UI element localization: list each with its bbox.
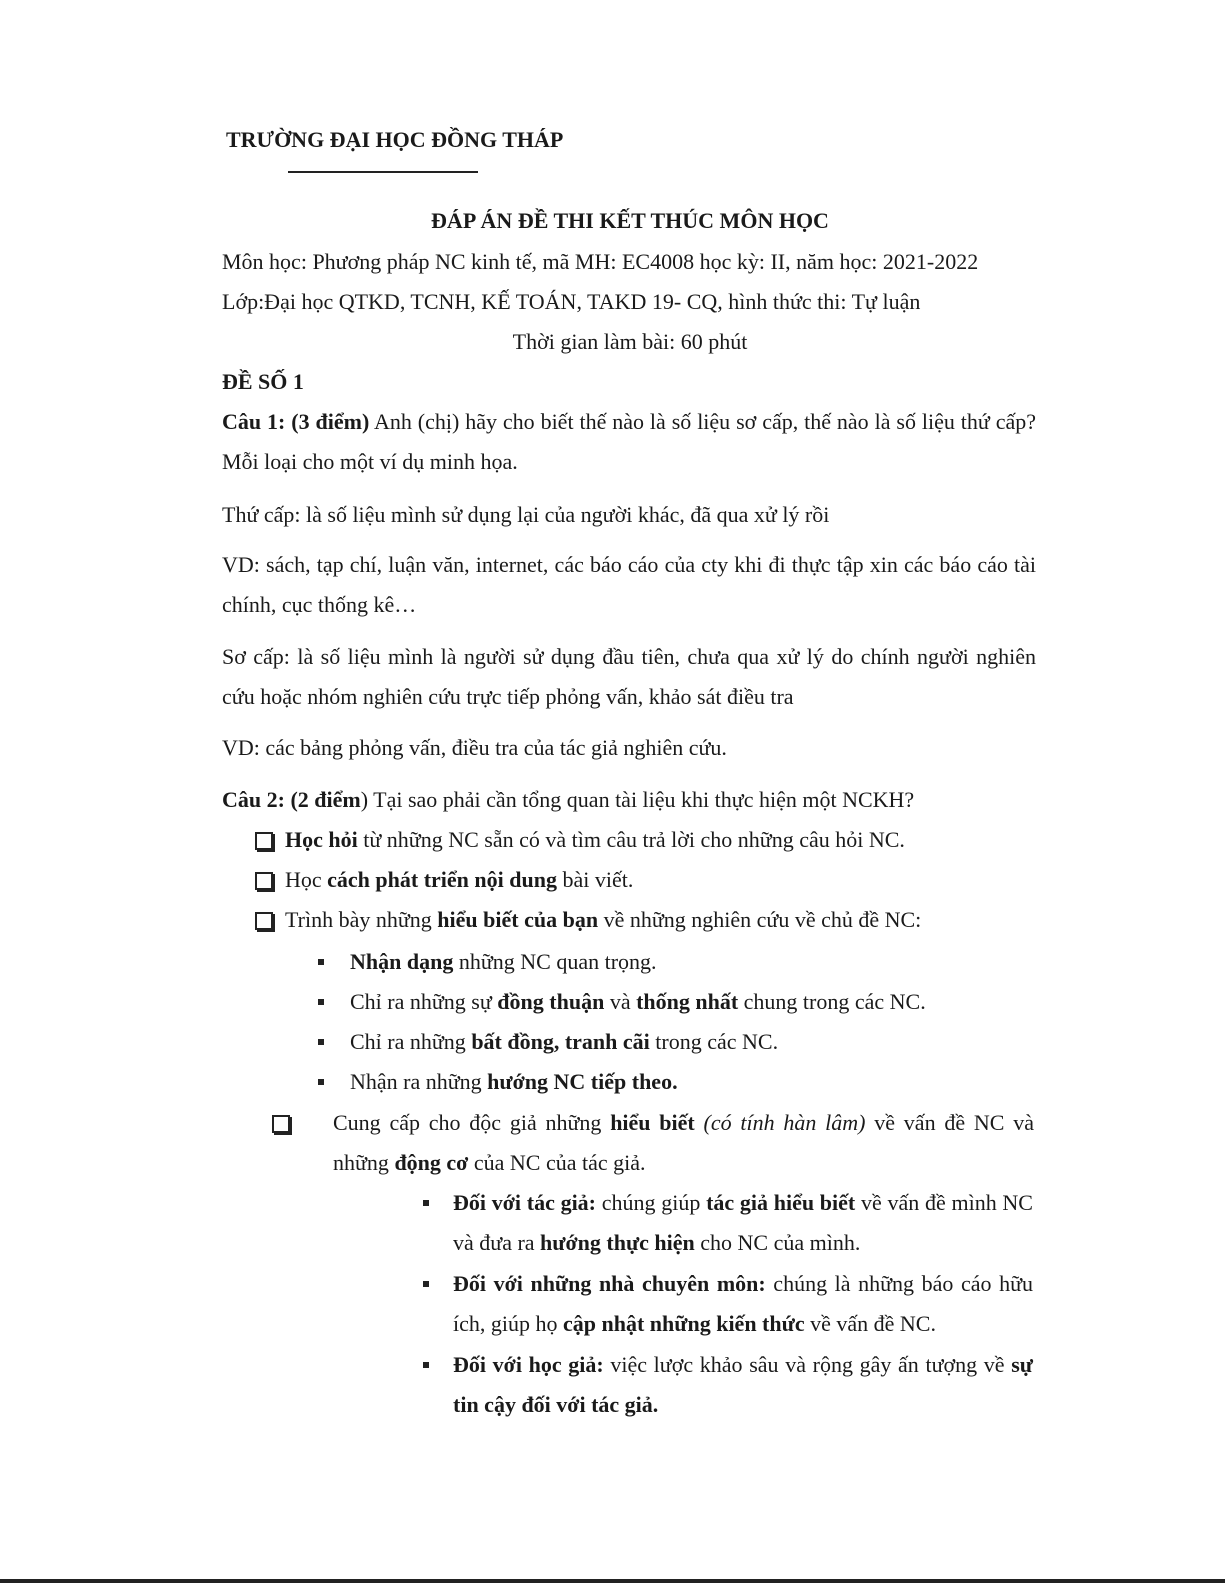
paragraph-b4 (333, 1103, 1034, 1183)
school-name: TRƯỜNG ĐẠI HỌC ĐỒNG THÁP (226, 127, 564, 152)
paragraph-b2 (285, 860, 1045, 900)
text: về những nghiên cứu về chủ đề NC: (598, 907, 922, 932)
text: về vấn đề NC. (804, 1311, 936, 1336)
duration-line: Thời gian làm bài: 60 phút (512, 329, 748, 354)
text: Chỉ ra những sự (350, 989, 498, 1014)
paragraph-t1 (453, 1183, 1033, 1263)
bold-text: Câu 2: (2 điểm (222, 787, 361, 812)
checkbox-bullet-icon (272, 1115, 290, 1133)
text: chung trong các NC. (738, 989, 926, 1014)
square-bullet-icon (423, 1200, 429, 1206)
paragraph-q1 (222, 402, 1036, 482)
bold-text: Câu 1: (3 điểm) (222, 409, 370, 434)
text: việc lược khảo sâu và rộng gây ấn tượng về (603, 1352, 1012, 1377)
paragraph-s3 (350, 1022, 1040, 1062)
square-bullet-icon (318, 999, 324, 1005)
bold-text: thống nhất (636, 989, 739, 1014)
text: những NC quan trọng. (453, 949, 657, 974)
bold-text: Nhận dạng (350, 949, 454, 974)
bold-text: hướng thực hiện (540, 1230, 695, 1255)
text: từ những NC sẵn có và tìm câu trả lời cho những câu hỏi NC. (357, 827, 905, 852)
bold-text: hiểu biết của bạn (437, 907, 599, 932)
page-bottom-edge (0, 1579, 1225, 1583)
bold-text: cập nhật những kiến thức (563, 1311, 805, 1336)
bold-text: Học hỏi (285, 827, 358, 852)
square-bullet-icon (423, 1362, 429, 1368)
text: Học (285, 867, 328, 892)
text: trong các NC. (649, 1029, 779, 1054)
checkbox-bullet-icon (255, 832, 273, 850)
paragraph-b3 (285, 900, 1045, 940)
paragraph-s1 (350, 942, 1040, 982)
square-bullet-icon (318, 959, 324, 965)
bold-text: sự tin cậy đối với tác giả. (453, 1352, 1033, 1417)
bold-text: hiểu biết (610, 1110, 695, 1135)
class-line: Lớp:Đại học QTKD, TCNH, KẾ TOÁN, TAKD 19- CQ, hình thức thi: Tự luận (222, 289, 921, 314)
paragraph-q2 (222, 780, 1036, 820)
paragraph-secondary-ex (222, 545, 1036, 625)
paragraph-s4 (350, 1062, 1040, 1102)
paragraph-s2 (350, 982, 1040, 1022)
paragraph-secondary (222, 495, 1036, 535)
text: VD: các bảng phỏng vấn, điều tra của tác giả nghiên cứu. (222, 735, 727, 760)
bold-text: Đối với học giả: (453, 1352, 604, 1377)
paragraph-b1 (285, 820, 1045, 860)
text: ) Tại sao phải cần tổng quan tài liệu khi thực hiện một NCKH? (360, 787, 915, 812)
bold-text: động cơ (394, 1150, 469, 1175)
bold-text: đồng thuận (497, 989, 605, 1014)
text: Trình bày những (285, 907, 438, 932)
checkbox-bullet-icon (255, 872, 273, 890)
text: và (604, 989, 637, 1014)
text: Anh (chị) hãy cho biết thế nào là số liệu sơ cấp, thế nào là số liệu thứ cấp? Mỗi loại cho một ví dụ minh họa. (222, 409, 1036, 474)
paragraph-t2 (453, 1264, 1033, 1344)
italic-text: (có tính hàn lâm) (703, 1110, 866, 1135)
text: về vấn đề NC và những (333, 1110, 1034, 1175)
exam-code: ĐỀ SỐ 1 (222, 369, 304, 394)
text: VD: sách, tạp chí, luận văn, internet, các báo cáo của cty khi đi thực tập xin các báo cáo tài chính, cục thống kê… (222, 552, 1036, 617)
text: chúng giúp (596, 1190, 707, 1215)
header-divider (288, 171, 478, 173)
text: của NC của tác giả. (468, 1150, 646, 1175)
text: Nhận ra những (350, 1069, 488, 1094)
text: Thứ cấp: là số liệu mình sử dụng lại của người khác, đã qua xử lý rồi (222, 502, 830, 527)
text: Cung cấp cho độc giả những (333, 1110, 611, 1135)
subject-line: Môn học: Phương pháp NC kinh tế, mã MH: EC4008 học kỳ: II, năm học: 2021-2022 (222, 249, 979, 274)
square-bullet-icon (423, 1281, 429, 1287)
bold-text: cách phát triển nội dung (327, 867, 557, 892)
bold-text: hướng NC tiếp theo. (487, 1069, 678, 1094)
text: Sơ cấp: là số liệu mình là người sử dụng đầu tiên, chưa qua xử lý do chính người nghiên cứu hoặc nhóm nghiên cứu trực tiếp phỏng vấn, khảo sát điều tra (222, 644, 1036, 709)
checkbox-bullet-icon (255, 912, 273, 930)
text: bài viết. (556, 867, 634, 892)
bold-text: Đối với tác giả: (453, 1190, 597, 1215)
text: về vấn đề mình NC và đưa ra (453, 1190, 1033, 1255)
text: Chỉ ra những (350, 1029, 472, 1054)
square-bullet-icon (318, 1079, 324, 1085)
paragraph-primary-ex (222, 728, 1036, 768)
paragraph-t3 (453, 1345, 1033, 1425)
text: cho NC của mình. (694, 1230, 861, 1255)
bold-text: bất đồng, tranh cãi (471, 1029, 650, 1054)
square-bullet-icon (318, 1039, 324, 1045)
page-title: ĐÁP ÁN ĐỀ THI KẾT THÚC MÔN HỌC (431, 208, 829, 233)
bold-text: Đối với những nhà chuyên môn: (453, 1271, 766, 1296)
text (695, 1110, 704, 1135)
paragraph-primary (222, 637, 1036, 717)
bold-text: tác giả hiểu biết (706, 1190, 856, 1215)
text: chúng là những báo cáo hữu ích, giúp họ (453, 1271, 1033, 1336)
